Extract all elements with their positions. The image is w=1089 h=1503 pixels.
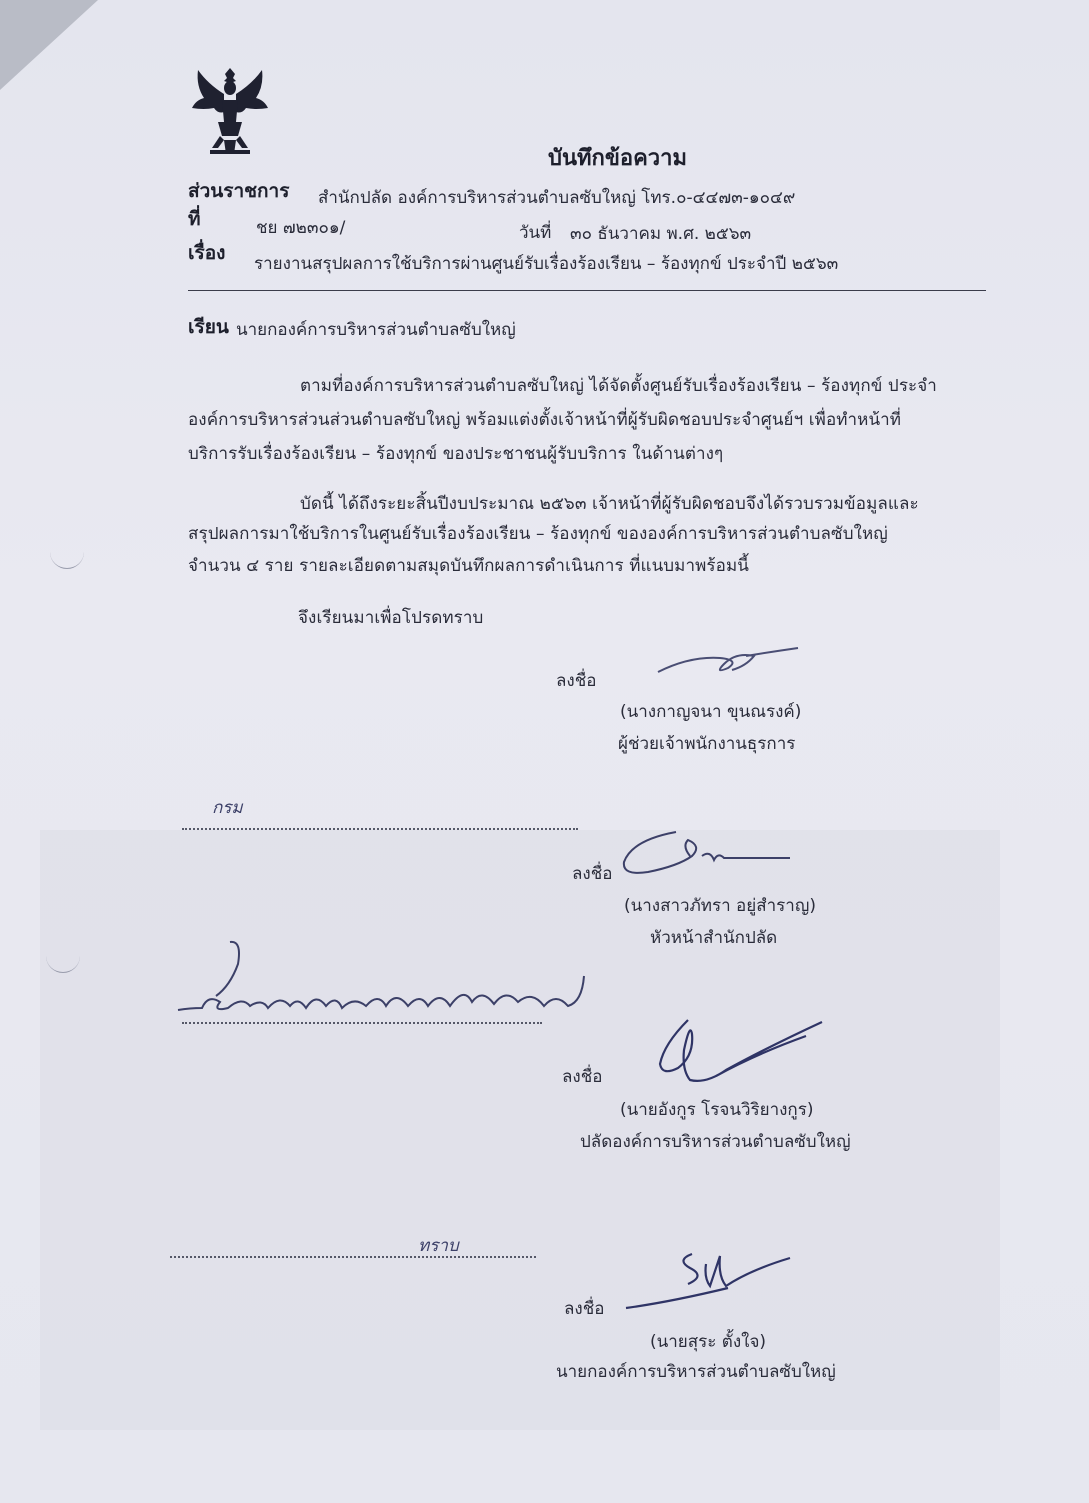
date-label: วันที่ [519, 223, 552, 243]
garuda-emblem-icon [190, 64, 270, 160]
salutation-value: นายกองค์การบริหารส่วนตำบลซับใหญ่ [236, 320, 516, 340]
subject-value: รายงานสรุปผลการใช้บริการผ่านศูนย์รับเรื่องร้องเรียน – ร้องทุกข์ ประจำปี ๒๕๖๓ [254, 254, 839, 274]
closing-line: จึงเรียนมาเพื่อโปรดทราบ [298, 608, 484, 628]
header-divider [188, 290, 986, 291]
ref-label: ที่ [188, 208, 201, 230]
agency-value: สำนักปลัด องค์การบริหารส่วนตำบลซับใหญ่ โทร.๐-๔๔๗๓-๑๐๔๙ [318, 188, 796, 208]
note-3-dotted-line [170, 1256, 536, 1258]
memo-title: บันทึกข้อความ [548, 146, 688, 171]
paragraph-2-line-3: จำนวน ๔ ราย รายละเอียดตามสมุดบันทึกผลการดำเนินการ ที่แนบมาพร้อมนี้ [188, 556, 750, 576]
handwritten-note-3: ทราบ [418, 1236, 459, 1256]
signature-4-icon [620, 1246, 810, 1316]
ref-value: ชย ๗๒๓๐๑/ [256, 218, 346, 238]
agency-label: ส่วนราชการ [188, 180, 290, 202]
subject-label: เรื่อง [188, 242, 226, 264]
salutation-label: เรียน [188, 316, 229, 338]
paragraph-1-line-3: บริการรับเรื่องร้องเรียน – ร้องทุกข์ ของประชาชนผู้รับบริการ ในด้านต่างๆ [188, 444, 724, 464]
paragraph-1-line-1: ตามที่องค์การบริหารส่วนตำบลซับใหญ่ ได้จัดตั้งศูนย์รับเรื่องร้องเรียน – ร้องทุกข์ ประจำ [300, 376, 937, 396]
date-value: ๓๐ ธันวาคม พ.ศ. ๒๕๖๓ [570, 224, 752, 244]
signature-1-icon [650, 644, 810, 680]
signer-2-position: หัวหน้าสำนักปลัด [650, 928, 778, 948]
sign-label-1: ลงชื่อ [556, 671, 597, 691]
signer-3-name: (นายอังกูร โรจนวิริยางกูร) [620, 1100, 814, 1120]
sign-label-2: ลงชื่อ [572, 864, 613, 884]
signature-3-icon [646, 1014, 836, 1094]
paragraph-2-line-1: บัดนี้ ได้ถึงระยะสิ้นปีงบประมาณ ๒๕๖๓ เจ้าหน้าที่ผู้รับผิดชอบจึงได้รวบรวมข้อมูลและ [300, 494, 919, 514]
signer-4-position: นายกองค์การบริหารส่วนตำบลซับใหญ่ [556, 1362, 836, 1382]
signer-4-name: (นายสุระ ตั้งใจ) [650, 1332, 767, 1352]
signer-3-position: ปลัดองค์การบริหารส่วนตำบลซับใหญ่ [580, 1132, 851, 1152]
paragraph-1-line-2: องค์การบริหารส่วนส่วนตำบลซับใหญ่ พร้อมแต่งตั้งเจ้าหน้าที่ผู้รับผิดชอบประจำศูนย์ฯ เพื่อทำหน้าที่ [188, 410, 902, 430]
signer-1-position: ผู้ช่วยเจ้าพนักงานธุรการ [618, 734, 796, 754]
note-1-dotted-line [182, 828, 578, 830]
sign-label-3: ลงชื่อ [562, 1067, 603, 1087]
paragraph-2-line-2: สรุปผลการมาใช้บริการในศูนย์รับเรื่องร้องเรียน – ร้องทุกข์ ขององค์การบริหารส่วนตำบลซับใหญ่ [188, 524, 888, 544]
handwritten-note-1: กรม [212, 798, 243, 818]
signer-1-name: (นางกาญจนา ขุนณรงค์) [620, 702, 802, 722]
signer-2-name: (นางสาวภัทรา อยู่สำราญ) [624, 896, 816, 916]
note-2-dotted-line [182, 1022, 542, 1024]
sign-label-4: ลงชื่อ [564, 1299, 605, 1319]
handwritten-note-2-icon [172, 936, 592, 1026]
paper-shading [40, 830, 1000, 1430]
signature-2-icon [618, 826, 798, 882]
